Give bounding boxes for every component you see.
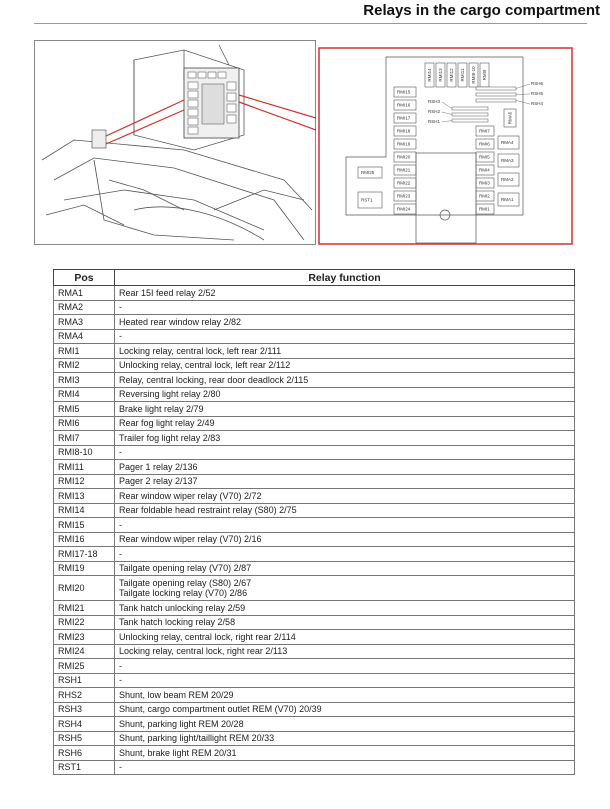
row-pos: RMI12 — [54, 474, 115, 489]
row-relay-function — [115, 673, 575, 688]
relay-function-text: Locking relay, central lock, left rear 2/111 — [119, 345, 282, 356]
relay-function-text: Relay, central locking, rear door deadlock 2/115 — [119, 374, 309, 385]
row-relay-function — [115, 315, 575, 330]
shunt-label-left-1: RSH2 — [428, 109, 441, 114]
row-pos: RMI16 — [54, 532, 115, 547]
diagram-farright-0-label: RMA4 — [501, 140, 514, 146]
row-pos: RSH6 — [54, 746, 115, 761]
column-header-pos: Pos — [54, 270, 115, 286]
title-rule — [34, 23, 587, 24]
row-relay-function — [115, 300, 575, 315]
relay-function-text: Pager 1 relay 2/136 — [119, 461, 198, 472]
table-header-row — [54, 270, 575, 286]
row-relay-function — [115, 688, 575, 703]
row-pos: RSH1 — [54, 673, 115, 688]
diagram-right-0-label: RMI7 — [479, 128, 490, 134]
row-relay-function — [115, 387, 575, 402]
relay-layout-diagram — [318, 47, 573, 245]
shunt-slot-right-2 — [476, 99, 516, 102]
relay-function-text: - — [119, 762, 122, 773]
relay-function-text: - — [119, 331, 122, 342]
row-pos: RMI6 — [54, 416, 115, 431]
table-row — [54, 746, 575, 761]
row-pos: RMA2 — [54, 300, 115, 315]
diagram-outer-0-label: RMI25 — [361, 170, 375, 176]
table-row — [54, 688, 575, 703]
table-row — [54, 387, 575, 402]
relay-function-text: Rear 15I feed relay 2/52 — [119, 287, 216, 298]
table-row — [54, 358, 575, 373]
relay-function-text: - — [119, 302, 122, 313]
relay-function-text: Rear window wiper relay (V70) 2/16 — [119, 534, 262, 545]
diagram-right-3-label: RMI4 — [479, 167, 490, 173]
row-pos: RMI21 — [54, 601, 115, 616]
diagram-left-8-label: RMI23 — [397, 193, 411, 199]
shunt-slot-left-2 — [452, 119, 488, 122]
relay-function-text: Shunt, cargo compartment outlet REM (V70) 20/39 — [119, 704, 322, 715]
diagram-right-5-label: RMI2 — [479, 193, 490, 199]
row-relay-function — [115, 731, 575, 746]
diagram-left-5-label: RMI20 — [397, 154, 411, 160]
relay-box-location — [92, 130, 106, 148]
table-row — [54, 547, 575, 562]
row-relay-function — [115, 717, 575, 732]
row-relay-function — [115, 329, 575, 344]
diagram-rma-top-label: RMA5 — [507, 111, 513, 125]
shunt-slot-left-0 — [452, 107, 488, 110]
diagram-top-5-label: RMI9 — [482, 69, 487, 81]
diagram-left-0-label: RMI15 — [397, 89, 411, 95]
relay-function-text: Rear foldable head restraint relay (S80) 2/75 — [119, 505, 297, 516]
row-relay-function — [115, 518, 575, 533]
diagram-left-3-label: RMI18 — [397, 128, 411, 134]
row-pos: RMI13 — [54, 489, 115, 504]
diagram-left-4-label: RMI19 — [397, 141, 411, 147]
table-row — [54, 576, 575, 601]
relay-function-text: Shunt, parking light REM 20/28 — [119, 718, 244, 729]
relay-table — [53, 269, 575, 775]
row-pos: RMI2 — [54, 358, 115, 373]
row-relay-function — [115, 402, 575, 417]
row-pos: RMI20 — [54, 576, 115, 601]
row-relay-function — [115, 416, 575, 431]
table-row — [54, 286, 575, 301]
diagram-top-0-label: RMI14 — [427, 68, 432, 82]
row-relay-function — [115, 547, 575, 562]
row-pos: RSH5 — [54, 731, 115, 746]
row-pos: RMI19 — [54, 561, 115, 576]
relay-function-text: Tank hatch unlocking relay 2/59 — [119, 602, 246, 613]
row-pos: RMI22 — [54, 615, 115, 630]
relay-function-text: - — [119, 675, 122, 686]
row-relay-function — [115, 489, 575, 504]
table-row — [54, 344, 575, 359]
shunt-slot-right-1 — [476, 93, 516, 96]
diagram-right-6-label: RMI1 — [479, 206, 490, 212]
table-row — [54, 702, 575, 717]
row-relay-function — [115, 601, 575, 616]
row-relay-function — [115, 561, 575, 576]
relay-function-text: - — [119, 548, 122, 559]
diagram-outer-1-label: RST1 — [361, 197, 373, 203]
diagram-left-2-label: RMI17 — [397, 115, 411, 121]
table-row — [54, 416, 575, 431]
relay-function-text: Unlocking relay, central lock, right rear 2/114 — [119, 631, 296, 642]
row-pos: RMA1 — [54, 286, 115, 301]
row-pos: RMI3 — [54, 373, 115, 388]
row-relay-function — [115, 431, 575, 446]
relay-function-text: Brake light relay 2/79 — [119, 403, 204, 414]
shunt-label-right-2: RSH4 — [531, 101, 544, 106]
relay-function-text: Trailer fog light relay 2/83 — [119, 432, 221, 443]
row-pos: RSH3 — [54, 702, 115, 717]
relay-function-text: Shunt, brake light REM 20/31 — [119, 747, 237, 758]
relay-function-text: - — [119, 519, 122, 530]
table-row — [54, 315, 575, 330]
row-relay-function — [115, 576, 575, 601]
relay-function-text: Rear window wiper relay (V70) 2/72 — [119, 490, 262, 501]
row-relay-function — [115, 445, 575, 460]
row-pos: RMI7 — [54, 431, 115, 446]
table-row — [54, 489, 575, 504]
column-header-relay-function: Relay function — [115, 270, 575, 286]
table-row — [54, 532, 575, 547]
row-relay-function — [115, 532, 575, 547]
row-relay-function — [115, 358, 575, 373]
table-row — [54, 561, 575, 576]
diagram-left-1-label: RMI16 — [397, 102, 411, 108]
row-relay-function — [115, 503, 575, 518]
row-pos: RST1 — [54, 760, 115, 775]
relay-function-text: - — [119, 660, 122, 671]
table-row — [54, 431, 575, 446]
page-title: Relays in the cargo compartment — [363, 2, 600, 19]
table-row — [54, 630, 575, 645]
table-row — [54, 659, 575, 674]
relay-function-text: Reversing light relay 2/80 — [119, 389, 221, 400]
diagram-farright-1-label: RMA3 — [501, 158, 514, 164]
shunt-label-left-2: RSH1 — [428, 119, 441, 124]
diagram-farright-3-label: RMA1 — [501, 197, 514, 203]
relay-function-text: Tank hatch locking relay 2/58 — [119, 617, 236, 628]
relay-function-text: Locking relay, central lock, right rear 2/113 — [119, 646, 288, 657]
shunt-label-right-0: RSH6 — [531, 81, 544, 86]
relay-function-text: Shunt, low beam REM 20/29 — [119, 689, 234, 700]
row-relay-function — [115, 373, 575, 388]
relay-function-text: - — [119, 447, 122, 458]
row-relay-function — [115, 630, 575, 645]
row-relay-function — [115, 615, 575, 630]
relay-function-text: Shunt, parking light/taillight REM 20/33 — [119, 733, 275, 744]
row-relay-function — [115, 286, 575, 301]
table-row — [54, 760, 575, 775]
table-row — [54, 601, 575, 616]
diagram-left-7-label: RMI22 — [397, 180, 411, 186]
table-row — [54, 503, 575, 518]
row-pos: RMI15 — [54, 518, 115, 533]
relay-function-text: Rear fog light relay 2/49 — [119, 418, 215, 429]
relay-function-text: Tailgate opening relay (V70) 2/87 — [119, 563, 252, 574]
row-pos: RMI11 — [54, 460, 115, 475]
row-pos: RMI24 — [54, 644, 115, 659]
row-relay-function — [115, 344, 575, 359]
table-row — [54, 474, 575, 489]
table-row — [54, 373, 575, 388]
relay-function-text: Unlocking relay, central lock, left rear 2/112 — [119, 360, 291, 371]
row-relay-function — [115, 644, 575, 659]
shunt-slot-left-1 — [452, 113, 488, 116]
row-relay-function — [115, 702, 575, 717]
shunt-label-right-1: RSH5 — [531, 91, 544, 96]
relay-function-text-2: Tailgate locking relay (V70) 2/86 — [119, 588, 248, 598]
relay-function-text: Tailgate opening relay (S80) 2/67 — [119, 578, 252, 588]
diagram-farright-2-label: RMA2 — [501, 177, 514, 183]
table-row — [54, 644, 575, 659]
relay-function-text: Heated rear window relay 2/82 — [119, 316, 242, 327]
row-pos: RMA4 — [54, 329, 115, 344]
row-relay-function — [115, 460, 575, 475]
row-pos: RMI14 — [54, 503, 115, 518]
shunt-label-left-0: RSH3 — [428, 99, 441, 104]
row-relay-function — [115, 760, 575, 775]
row-pos: RMI5 — [54, 402, 115, 417]
row-relay-function — [115, 474, 575, 489]
row-pos: RMI8-10 — [54, 445, 115, 460]
table-row — [54, 673, 575, 688]
table-row — [54, 445, 575, 460]
row-pos: RMA3 — [54, 315, 115, 330]
shunt-slot-right-0 — [476, 87, 516, 90]
row-pos: RMI17-18 — [54, 547, 115, 562]
table-row — [54, 460, 575, 475]
row-pos: RMI1 — [54, 344, 115, 359]
table-row — [54, 731, 575, 746]
cargo-compartment-illustration — [34, 40, 316, 245]
diagram-top-4-label: RMI8-10 — [471, 66, 476, 84]
table-row — [54, 717, 575, 732]
diagram-top-2-label: RMI12 — [449, 68, 454, 82]
diagram-left-9-label: RMI24 — [397, 206, 411, 212]
diagram-left-6-label: RMI21 — [397, 167, 411, 173]
table-row — [54, 300, 575, 315]
diagram-right-4-label: RMI3 — [479, 180, 490, 186]
row-pos: RSH4 — [54, 717, 115, 732]
row-pos: RMI23 — [54, 630, 115, 645]
row-pos: RMI25 — [54, 659, 115, 674]
diagram-top-3-label: RMI11 — [460, 68, 465, 82]
relay-function-text: Pager 2 relay 2/137 — [119, 476, 198, 487]
table-row — [54, 329, 575, 344]
table-row — [54, 518, 575, 533]
row-relay-function — [115, 746, 575, 761]
row-pos: RMI4 — [54, 387, 115, 402]
diagram-right-2-label: RMI5 — [479, 154, 490, 160]
diagram-right-1-label: RMI6 — [479, 141, 490, 147]
relay-box-detail — [184, 68, 239, 138]
row-pos: RHS2 — [54, 688, 115, 703]
table-row — [54, 615, 575, 630]
table-row — [54, 402, 575, 417]
diagram-top-1-label: RMI13 — [438, 68, 443, 82]
row-relay-function — [115, 659, 575, 674]
